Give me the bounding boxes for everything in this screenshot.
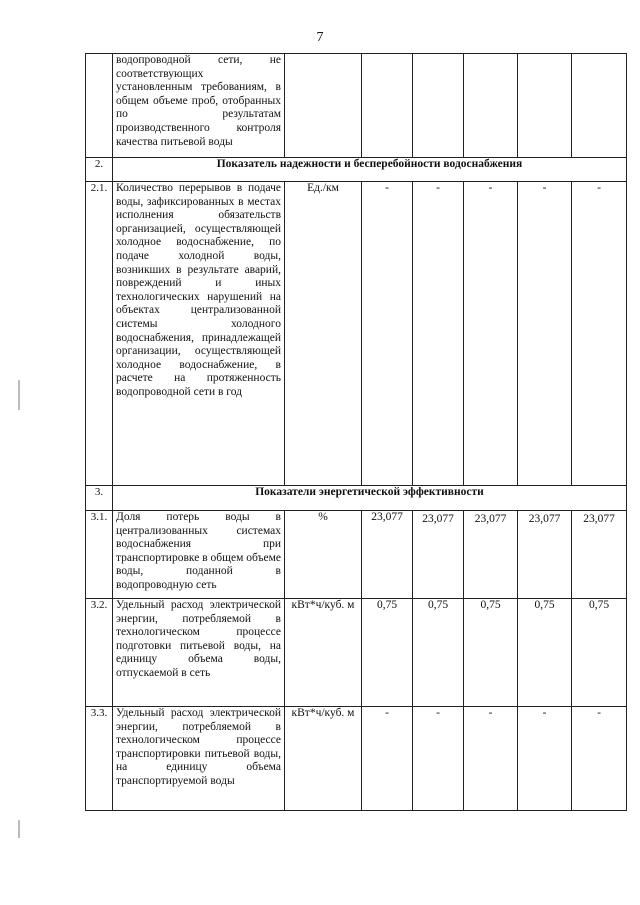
value-cell bbox=[464, 54, 518, 158]
section-header-row-3 bbox=[86, 486, 627, 511]
section-number: 3. bbox=[86, 486, 113, 511]
section-title: Показатель надежности и бесперебойности водоснабжения bbox=[113, 158, 627, 182]
row-number: 3.3. bbox=[86, 707, 113, 811]
value-cell: 0,75 bbox=[464, 599, 518, 707]
unit-cell: кВт*ч/куб. м bbox=[285, 599, 362, 707]
value-cell: 0,75 bbox=[572, 599, 627, 707]
value-cell: 23,077 bbox=[572, 511, 627, 599]
value-cell: 23,077 bbox=[413, 511, 464, 599]
value-cell: - bbox=[362, 707, 413, 811]
value-cell: - bbox=[413, 182, 464, 486]
row-number: 3.1. bbox=[86, 511, 113, 599]
value-cell: 23,077 bbox=[464, 511, 518, 599]
value-cell: 0,75 bbox=[362, 599, 413, 707]
indicators-table bbox=[85, 53, 627, 811]
value-cell: - bbox=[413, 707, 464, 811]
table-row-3-1 bbox=[86, 511, 627, 599]
indicator-description: водопроводной сети, не соответствующих установленным требованиям, в общем объеме проб, отобранных по результатам производственного контроля качества питьевой воды bbox=[113, 54, 285, 158]
value-cell bbox=[518, 54, 572, 158]
value-cell: - bbox=[572, 707, 627, 811]
table-row-2-1 bbox=[86, 182, 627, 486]
value-cell bbox=[362, 54, 413, 158]
row-number: 3.2. bbox=[86, 599, 113, 707]
section-header-row-2 bbox=[86, 158, 627, 182]
value-cell: - bbox=[518, 182, 572, 486]
value-cell: - bbox=[518, 707, 572, 811]
indicator-description: Удельный расход электрической энергии, потребляемой в технологическом процессе подготовки питьевой воды, на единицу объема воды, отпускаемой в сеть bbox=[113, 599, 285, 707]
value-cell: - bbox=[464, 182, 518, 486]
table-row-3-3 bbox=[86, 707, 627, 811]
value-cell: 23,077 bbox=[518, 511, 572, 599]
section-number: 2. bbox=[86, 158, 113, 182]
unit-cell: Ед./км bbox=[285, 182, 362, 486]
indicator-description: Удельный расход электрической энергии, потребляемой в технологическом процессе транспортировки питьевой воды, на единицу объема транспортируемой воды bbox=[113, 707, 285, 811]
value-cell: 23,077 bbox=[362, 511, 413, 599]
value-cell bbox=[572, 54, 627, 158]
section-title: Показатели энергетической эффективности bbox=[113, 486, 627, 511]
scan-edge-mark bbox=[18, 820, 20, 838]
unit-cell bbox=[285, 54, 362, 158]
value-cell: - bbox=[572, 182, 627, 486]
unit-cell: кВт*ч/куб. м bbox=[285, 707, 362, 811]
row-number: 2.1. bbox=[86, 182, 113, 486]
value-cell: - bbox=[362, 182, 413, 486]
row-number-cell bbox=[86, 54, 113, 158]
indicator-description: Количество перерывов в подаче воды, зафиксированных в местах исполнения обязательств организацией, осуществляющей холодное водоснабжение, по подаче холодной воды, возникших в результате аварий, повреждений и иных технологических нарушений на объектах централизованной системы холодного водоснабжения, принадлежащей организации, осуществляющей холодное водоснабжение, в расчете на протяженность водопроводной сети в год bbox=[113, 182, 285, 486]
page-number: 7 bbox=[316, 30, 324, 45]
table-row-3-2 bbox=[86, 599, 627, 707]
table-row-carryover bbox=[86, 54, 627, 158]
value-cell: - bbox=[464, 707, 518, 811]
value-cell: 0,75 bbox=[413, 599, 464, 707]
indicator-description: Доля потерь воды в централизованных системах водоснабжения при транспортировке в общем объеме воды, поданной в водопроводную сеть bbox=[113, 511, 285, 599]
scan-edge-mark bbox=[18, 380, 20, 410]
value-cell: 0,75 bbox=[518, 599, 572, 707]
unit-cell: % bbox=[285, 511, 362, 599]
value-cell bbox=[413, 54, 464, 158]
